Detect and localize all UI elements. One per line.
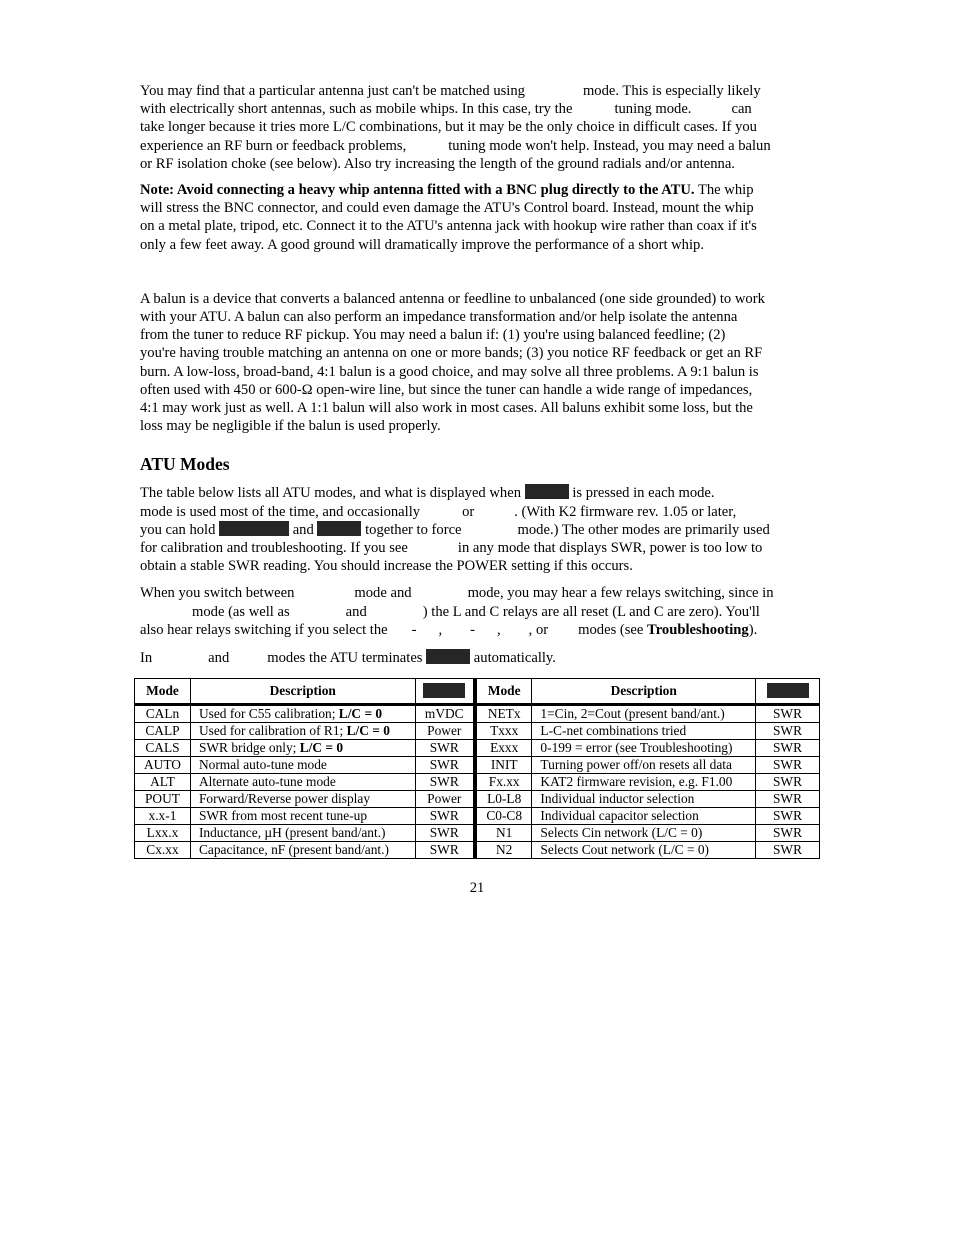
- mode-cell: CALn: [135, 705, 191, 723]
- table-row: [135, 791, 820, 808]
- description-cell: Used for C55 calibration; L/C = 0: [190, 705, 415, 723]
- header-display-redacted: [756, 679, 820, 705]
- mode-cell: ALT: [135, 774, 191, 791]
- key-label-redacted: [219, 521, 289, 536]
- mode-cell: x.x-1: [135, 808, 191, 825]
- description-cell: Used for calibration of R1; L/C = 0: [190, 723, 415, 740]
- mode-cell: CALS: [135, 740, 191, 757]
- header-mode: Mode: [135, 679, 191, 705]
- mode-cell: N1: [475, 825, 532, 842]
- header-mode: Mode: [475, 679, 532, 705]
- paragraph-balun: A balun is a device that converts a balanced antenna or feedline to unbalanced (one side grounded) to work with your ATU. A balun can also perform an impedance transformation and/or help isolate the antenna from the tuner to reduce RF pickup. You may need a balun if: (1) you're using balanced feedline; (2) you're having trouble matching an antenna on one or more bands; (3) you notice RF feedback or get an RF burn. A low-loss, broad-band, 4:1 balun is a good choice, and may solve all three problems. A 9:1 balun is often used with 450 or 600-Ω open-wire line, but since the tuner can handle a wide range of impedances, 4:1 may work just as well. A 1:1 balun will also work in most cases. All baluns exhibit some loss, but the loss may be negligible if the balun is used properly.: [140, 290, 765, 435]
- display-cell: SWR: [756, 723, 820, 740]
- paragraph-relay-switching: When you switch between mode and mode, you may hear a few relays switching, since in mode (as well as and ) the L and C relays are all reset (L and C are zero). You'll also hear relays switching if you select the - , - , , or modes (see Troubleshooting).: [140, 585, 774, 638]
- description-cell: Capacitance, nF (present band/ant.): [190, 842, 415, 859]
- mode-cell: C0-C8: [475, 808, 532, 825]
- display-cell: Power: [415, 791, 475, 808]
- mode-cell: L0-L8: [475, 791, 532, 808]
- table-row: [135, 757, 820, 774]
- display-cell: SWR: [756, 705, 820, 723]
- mode-cell: Exxx: [475, 740, 532, 757]
- mode-cell: Cx.xx: [135, 842, 191, 859]
- description-cell: Forward/Reverse power display: [190, 791, 415, 808]
- atu-modes-table: [134, 678, 820, 859]
- display-cell: Power: [415, 723, 475, 740]
- paragraph-antenna-matching: You may find that a particular antenna just can't be matched using mode. This is especially likely with electrically short antennas, such as mobile whips. In this case, try the tuning mode. can take longer because it tries more L/C combinations, but it may be the only choice in difficult cases. If you experience an RF burn or feedback problems, tuning mode won't help. Instead, you may need a balun or RF isolation choke (see below). Also try increasing the length of the ground radials and/or antenna.: [140, 83, 771, 172]
- section-heading-atu-modes: ATU Modes: [140, 454, 230, 475]
- header-description: Description: [190, 679, 415, 705]
- display-cell: SWR: [756, 757, 820, 774]
- display-cell: SWR: [415, 740, 475, 757]
- display-cell: SWR: [756, 808, 820, 825]
- key-label-redacted: [525, 484, 569, 499]
- display-cell: SWR: [756, 842, 820, 859]
- description-cell: L-C-net combinations tried: [532, 723, 756, 740]
- paragraph-modes-intro: The table below lists all ATU modes, and what is displayed when is pressed in each mode. mode is used most of the time, and occasionally or . (With K2 firmware rev. 1.05 or later, you can hold and together to force mode.) The other modes are primarily used for calibration and troubleshooting. If you see in any mode that displays SWR, power is too low to obtain a stable SWR reading. You should increase the POWER setting if this occurs.: [140, 485, 770, 575]
- display-cell: SWR: [756, 825, 820, 842]
- mode-cell: CALP: [135, 723, 191, 740]
- description-cell: Individual capacitor selection: [532, 808, 756, 825]
- key-label-redacted: [426, 649, 470, 664]
- display-cell: SWR: [756, 774, 820, 791]
- mode-cell: POUT: [135, 791, 191, 808]
- mode-cell: AUTO: [135, 757, 191, 774]
- description-cell: Selects Cout network (L/C = 0): [532, 842, 756, 859]
- display-cell: SWR: [415, 842, 475, 859]
- description-cell: 1=Cin, 2=Cout (present band/ant.): [532, 705, 756, 723]
- table-row: [135, 808, 820, 825]
- key-label-redacted: [317, 521, 361, 536]
- table-row: [135, 723, 820, 740]
- mode-cell: Fx.xx: [475, 774, 532, 791]
- mode-cell: Lxx.x: [135, 825, 191, 842]
- table-row: [135, 740, 820, 757]
- description-cell: Individual inductor selection: [532, 791, 756, 808]
- table-row: [135, 842, 820, 859]
- description-cell: Turning power off/on resets all data: [532, 757, 756, 774]
- description-cell: Selects Cin network (L/C = 0): [532, 825, 756, 842]
- mode-cell: INIT: [475, 757, 532, 774]
- table-header-row: [135, 679, 820, 705]
- table-row: [135, 825, 820, 842]
- display-cell: SWR: [756, 740, 820, 757]
- description-cell: Normal auto-tune mode: [190, 757, 415, 774]
- display-cell: SWR: [415, 774, 475, 791]
- table-body: [135, 705, 820, 859]
- mode-cell: N2: [475, 842, 532, 859]
- description-cell: KAT2 firmware revision, e.g. F1.00: [532, 774, 756, 791]
- description-cell: Alternate auto-tune mode: [190, 774, 415, 791]
- paragraph-whip-note: Note: Avoid connecting a heavy whip antenna fitted with a BNC plug directly to the ATU. The whip will stress the BNC connector, and could even damage the ATU's Control board. Instead, mount the whip on a metal plate, tripod, etc. Connect it to the ATU's antenna jack with hookup wire rather than coax if it's only a few feet away. A good ground will dramatically improve the performance of a short whip.: [140, 182, 757, 253]
- display-cell: SWR: [756, 791, 820, 808]
- page-number: 21: [469, 880, 485, 896]
- page-body: [140, 82, 815, 667]
- header-description: Description: [532, 679, 756, 705]
- display-cell: SWR: [415, 757, 475, 774]
- table-row: [135, 774, 820, 791]
- description-cell: SWR from most recent tune-up: [190, 808, 415, 825]
- description-cell: SWR bridge only; L/C = 0: [190, 740, 415, 757]
- display-cell: mVDC: [415, 705, 475, 723]
- display-cell: SWR: [415, 808, 475, 825]
- paragraph-terminates: In and modes the ATU terminates automatically.: [140, 650, 556, 667]
- description-cell: 0-199 = error (see Troubleshooting): [532, 740, 756, 757]
- mode-cell: NETx: [475, 705, 532, 723]
- mode-cell: Txxx: [475, 723, 532, 740]
- display-cell: SWR: [415, 825, 475, 842]
- header-display-redacted: [415, 679, 475, 705]
- description-cell: Inductance, µH (present band/ant.): [190, 825, 415, 842]
- table-row: [135, 705, 820, 723]
